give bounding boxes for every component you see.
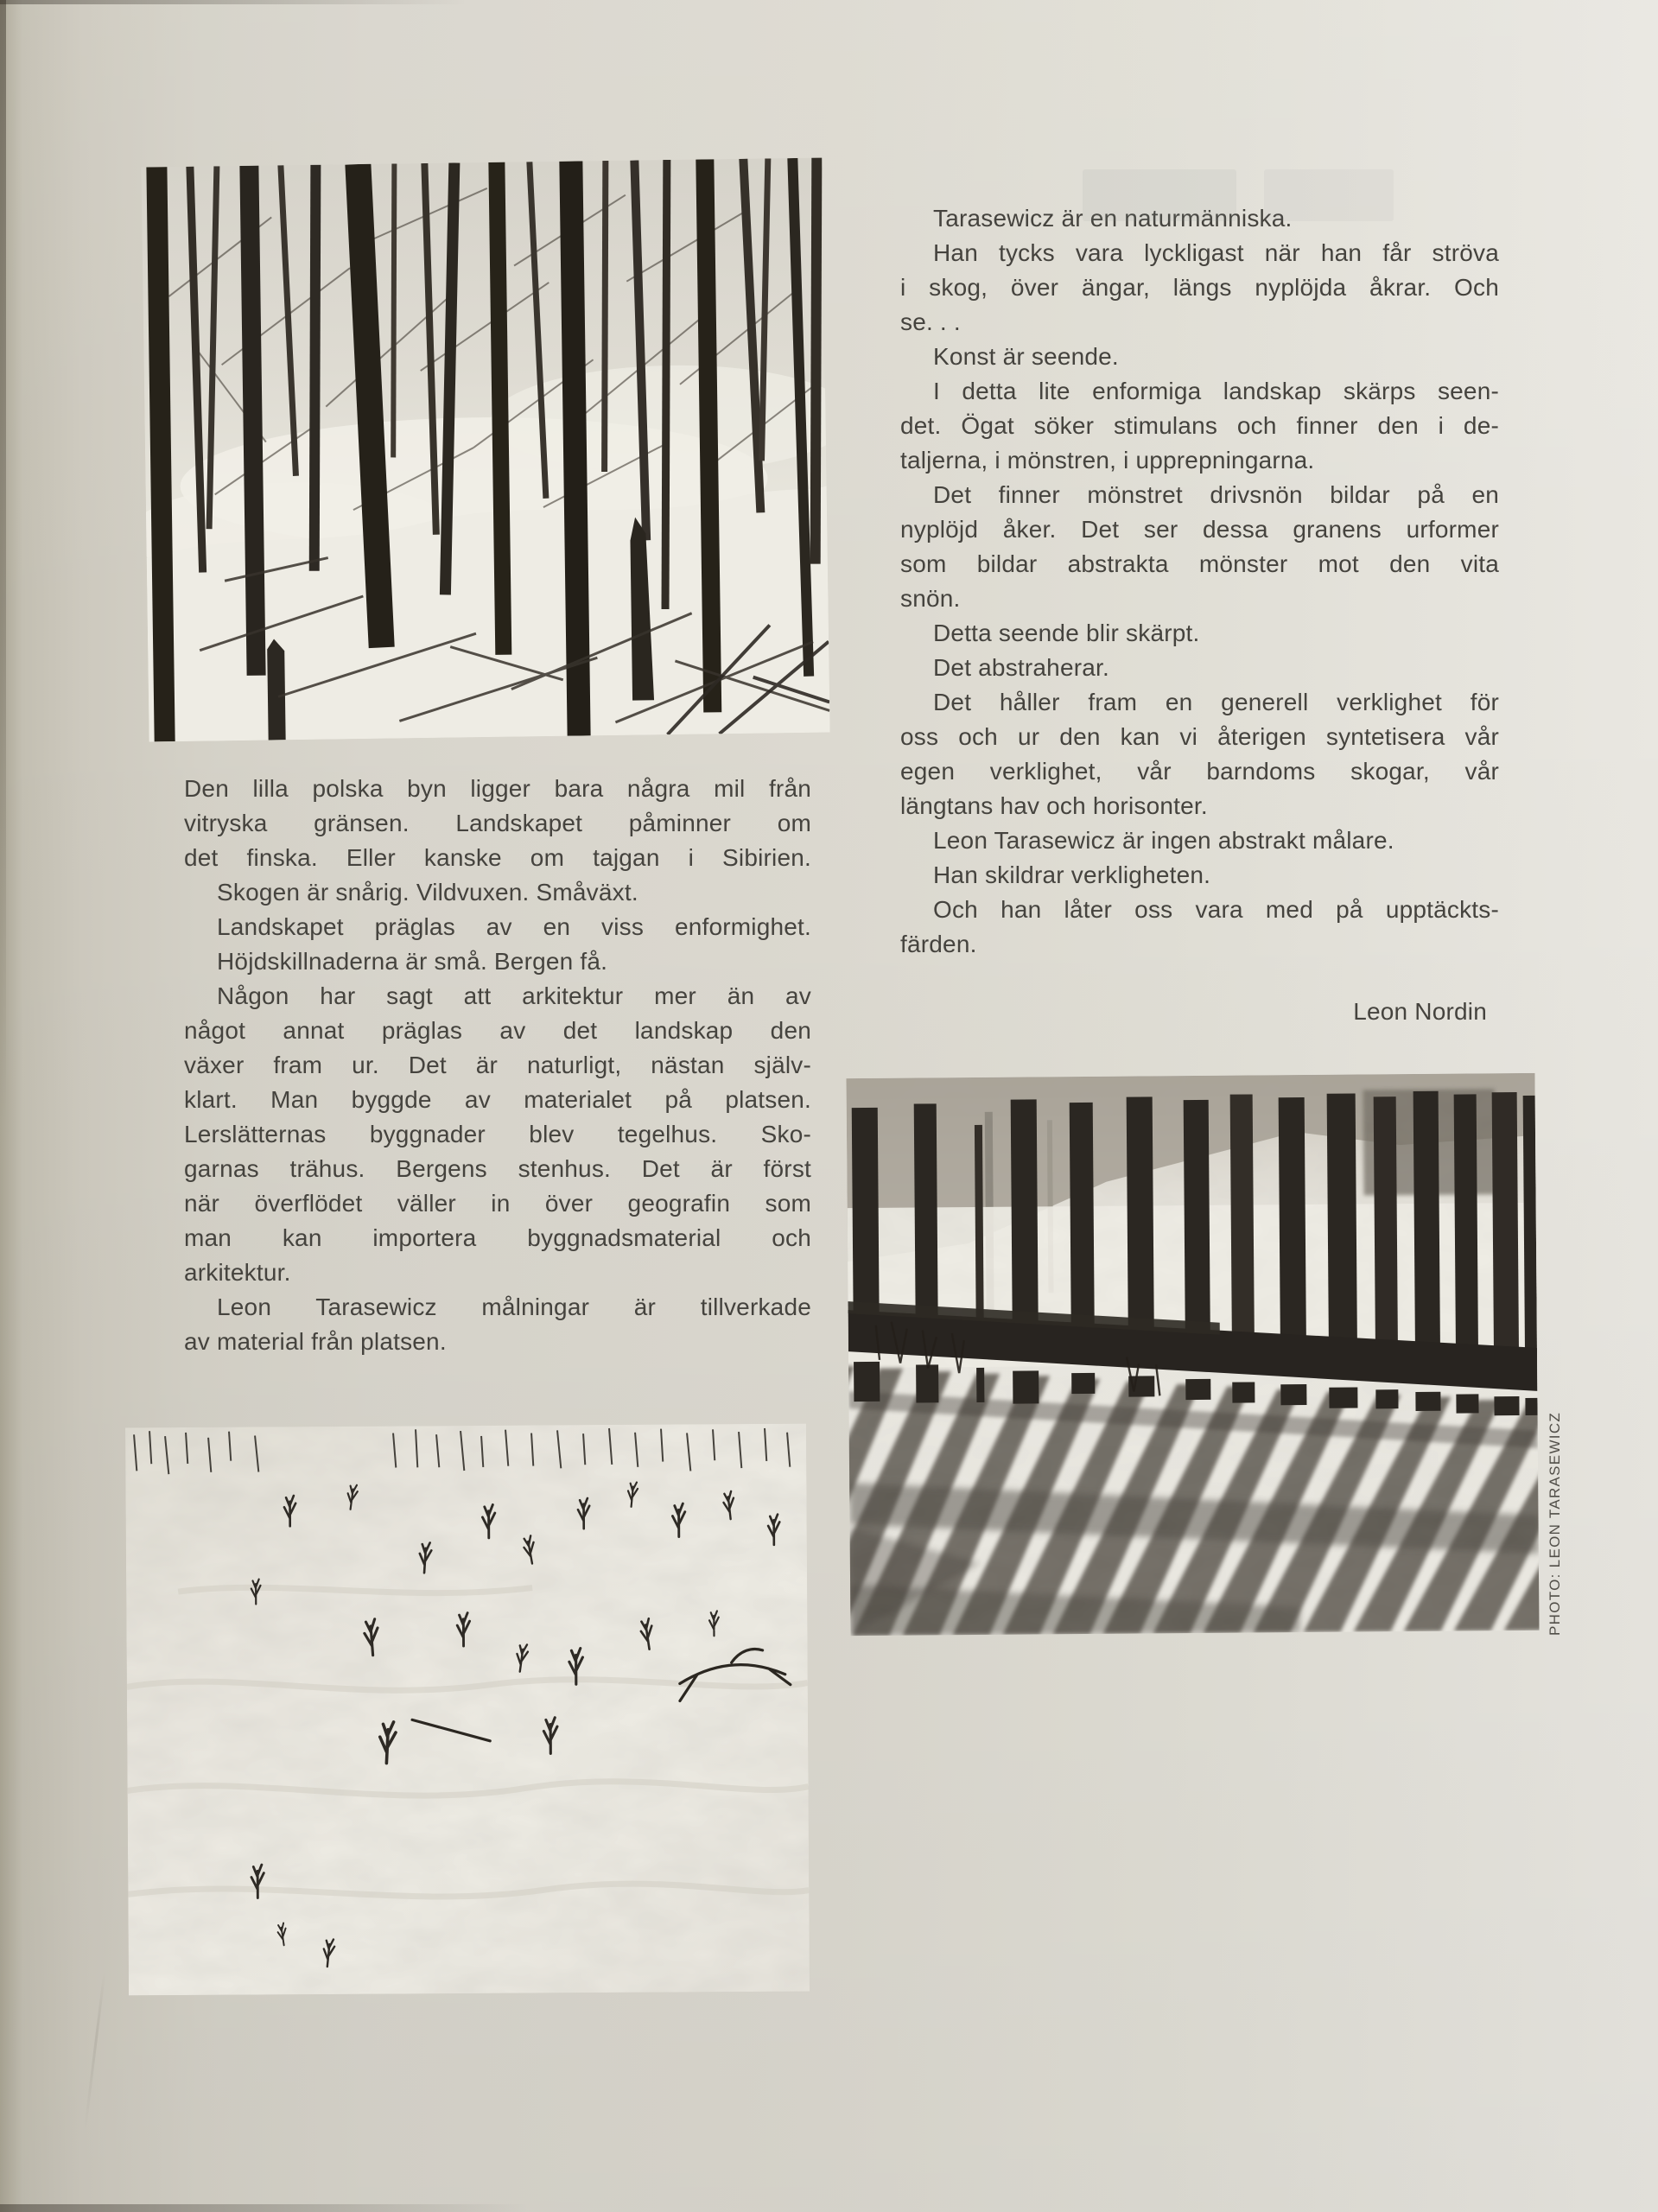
text-line: Höjdskillnaderna är små. Bergen få. [217, 948, 608, 975]
paragraph [184, 1290, 811, 1359]
text-line: något annat präglas av det landskap den [184, 1017, 811, 1044]
paragraph [900, 893, 1499, 962]
author-signature: Leon Nordin [1353, 998, 1487, 1025]
text-line: Skogen är snårig. Vildvuxen. Småväxt. [217, 879, 638, 906]
paragraph [900, 340, 1499, 374]
text-line: arkitektur. [184, 1259, 291, 1286]
paragraph [900, 478, 1499, 616]
paragraph [184, 910, 811, 944]
text-line: Den lilla polska byn ligger bara några mil från [184, 775, 811, 802]
paragraph [900, 858, 1499, 893]
text-line: längtans hav och horisonter. [900, 792, 1208, 819]
photo-winter-forest [141, 158, 829, 742]
text-line: Någon har sagt att arkitektur mer än av [217, 982, 811, 1009]
paragraph [900, 651, 1499, 685]
text-line: klart. Man byggde av materialet på platsen. [184, 1086, 811, 1113]
article-right-paragraphs [900, 201, 1499, 962]
paper-crease [83, 1971, 105, 2134]
text-line: Detta seende blir skärpt. [933, 620, 1200, 646]
page-top-edge-shadow [0, 0, 467, 4]
photo-credit: PHOTO: LEON TARASEWICZ [1547, 1411, 1563, 1636]
paragraph [900, 823, 1499, 858]
text-line: det. Ögat söker stimulans och finner den i de- [900, 412, 1499, 439]
text-line: Han skildrar verkligheten. [933, 861, 1211, 888]
paragraph [184, 979, 811, 1290]
paragraph [184, 772, 811, 875]
text-line: Leon Tarasewicz är ingen abstrakt målare. [933, 827, 1394, 854]
winter-forest-illustration [141, 158, 829, 742]
paragraph [900, 616, 1499, 651]
text-line: i skog, över ängar, längs nyplöjda åkrar. Och [900, 274, 1499, 301]
text-line: nyplöjd åker. Det ser dessa granens urformer [900, 516, 1499, 543]
ink-bleedthrough [1264, 169, 1394, 221]
paragraph [900, 236, 1499, 340]
paragraph [184, 944, 811, 979]
paragraph [900, 685, 1499, 823]
text-line: när överflödet väller in över geografin som [184, 1190, 811, 1217]
text-line: som bildar abstrakta mönster mot den vita [900, 550, 1499, 577]
snow-field-illustration [125, 1424, 810, 1996]
text-line: se. . . [900, 308, 961, 335]
text-line: man kan importera byggnadsmaterial och [184, 1224, 811, 1251]
text-line: växer fram ur. Det är naturligt, nästan själv- [184, 1052, 811, 1078]
text-line: egen verklighet, vår barndoms skogar, vår [900, 758, 1499, 785]
text-line: Och han låter oss vara med på upptäckts- [933, 896, 1499, 923]
text-line: det finska. Eller kanske om tajgan i Sibirien. [184, 844, 811, 871]
text-line: Leon Tarasewicz målningar är tillverkade [217, 1294, 811, 1320]
text-line: Det finner mönstret drivsnön bildar på en [933, 481, 1499, 508]
text-line: Konst är seende. [933, 343, 1119, 370]
text-line: snön. [900, 585, 961, 612]
text-line: Tarasewicz är en naturmänniska. [933, 205, 1293, 232]
text-line: garnas trähus. Bergens stenhus. Det är först [184, 1155, 811, 1182]
paragraph [184, 875, 811, 910]
paragraph [900, 374, 1499, 478]
text-line: färden. [900, 931, 977, 957]
text-line: Lerslätternas byggnader blev tegelhus. Sko- [184, 1121, 811, 1147]
text-line: Det håller fram en generell verklighet för [933, 689, 1499, 715]
text-line: taljerna, i mönstren, i upprepningarna. [900, 447, 1315, 474]
page-bottom-edge-shadow [0, 2204, 622, 2212]
text-line: av material från platsen. [184, 1328, 447, 1355]
photo-snow-field [125, 1424, 810, 1996]
text-line: I detta lite enformiga landskap skärps seen- [933, 378, 1499, 404]
text-line: vitryska gränsen. Landskapet påminner om [184, 810, 811, 836]
text-line: Det abstraherar. [933, 654, 1109, 681]
ink-bleedthrough [1083, 169, 1236, 221]
photo-fence-shadows [846, 1073, 1539, 1636]
article-left-column [184, 772, 811, 1359]
text-line: oss och ur den kan vi återigen syntetisera vår [900, 723, 1499, 750]
text-line: Landskapet präglas av en viss enformighet. [217, 913, 811, 940]
fence-shadows-illustration [846, 1073, 1539, 1636]
page-gutter-shadow [0, 0, 6, 1123]
text-line: Han tycks vara lyckligast när han får ströva [933, 239, 1499, 266]
article-right-column [900, 201, 1499, 1029]
